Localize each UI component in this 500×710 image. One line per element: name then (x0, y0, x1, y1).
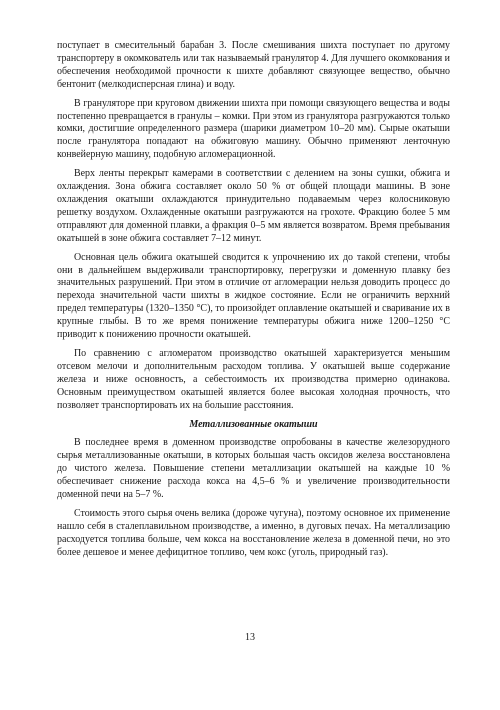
section-heading: Металлизованные окатыши (189, 419, 318, 431)
paragraph-comparison: По сравнению с агломератом производство окатышей характеризуется меньшим отсевом мелочи и дополнительным расходом топлива. У окатышей выше содержание железа и ниже основность, а себестоимость их производства примерно одинакова. Основным преимуществом окатышей является более высокая холодная прочность, что позволяет транспортировать их на большие расстояния. (57, 347, 450, 411)
paragraph-metallized-cost: Стоимость этого сырья очень велика (дороже чугуна), поэтому основное их применение нашло себя в сталеплавильном производстве, а именно, в дуговых печах. На металлизацию расходуется топлива больше, чем кокса на восстановление железа в доменной печи, но это более дешевое и менее дефицитное топливо, чем кокс (уголь, природный газ). (57, 508, 450, 558)
page-body (57, 40, 450, 566)
paragraph-belt-zones: Верх ленты перекрыт камерами в соответствии с делением на зоны сушки, обжига и охлаждения. Зона обжига составляет около 50 % от общей площади машины. В зоне охлаждения окатыши охлаждаются принудительно подаваемым через колосниковую решетку воздухом. Охлажденные окатыши разгружаются на грохоте. Фракцию более 5 мм отправляют для доменной плавки, а фракция 0–5 мм является возвратом. Время пребывания окатышей в зоне обжига составляет 7–12 минут. (57, 168, 450, 244)
paragraph-metallized-intro: В последнее время в доменном производстве опробованы в качестве железорудного сырья металлизованные окатыши, в которых большая часть оксидов железа восстановлена до чистого железа. Повышение степени металлизации окатышей на каждые 10 % обеспечивает снижение расхода кокса на 4,5–6 % и увеличение производительности доменной печи на 5–7 %. (57, 437, 450, 501)
paragraph-firing-purpose: Основная цель обжига окатышей сводится к упрочнению их до такой степени, чтобы они в дальнейшем выдерживали транспортировку, перегрузки и доменную плавку без значительных разрушений. При этом в отличие от агломерации нельзя доводить процесс до перехода значительной части шихты в жидкое состояние. Если не ограничить верхний предел температуры (1320–1350 °С), то произойдет оплавление окатышей и сваривание их в крупные глыбы. В то же время понижение температуры обжига ниже 1200–1250 °С приводит к понижению прочности окатышей. (57, 251, 450, 341)
paragraph-continuation: поступает в смесительный барабан 3. После смешивания шихта поступает по другому транспортеру в окомкователь или так называемый гранулятор 4. Для лучшего окомкования и обеспечения необходимой прочности к шихте добавляют связующее вещество, обычно бентонит (мелкодисперсная глина) и воду. (57, 40, 450, 90)
page-number: 13 (245, 632, 255, 643)
paragraph-granulator: В грануляторе при круговом движении шихта при помощи связующего вещества и воды постепенно превращается в гранулы – комки. При этом из гранулятора разгружаются только комки, достигшие определенного размера (шарики диаметром 10–20 мм). Сырые окатыши после гранулятора попадают на обжиговую машину. Обычно применяют ленточную конвейерную машину, подобную агломерационной. (57, 97, 450, 161)
